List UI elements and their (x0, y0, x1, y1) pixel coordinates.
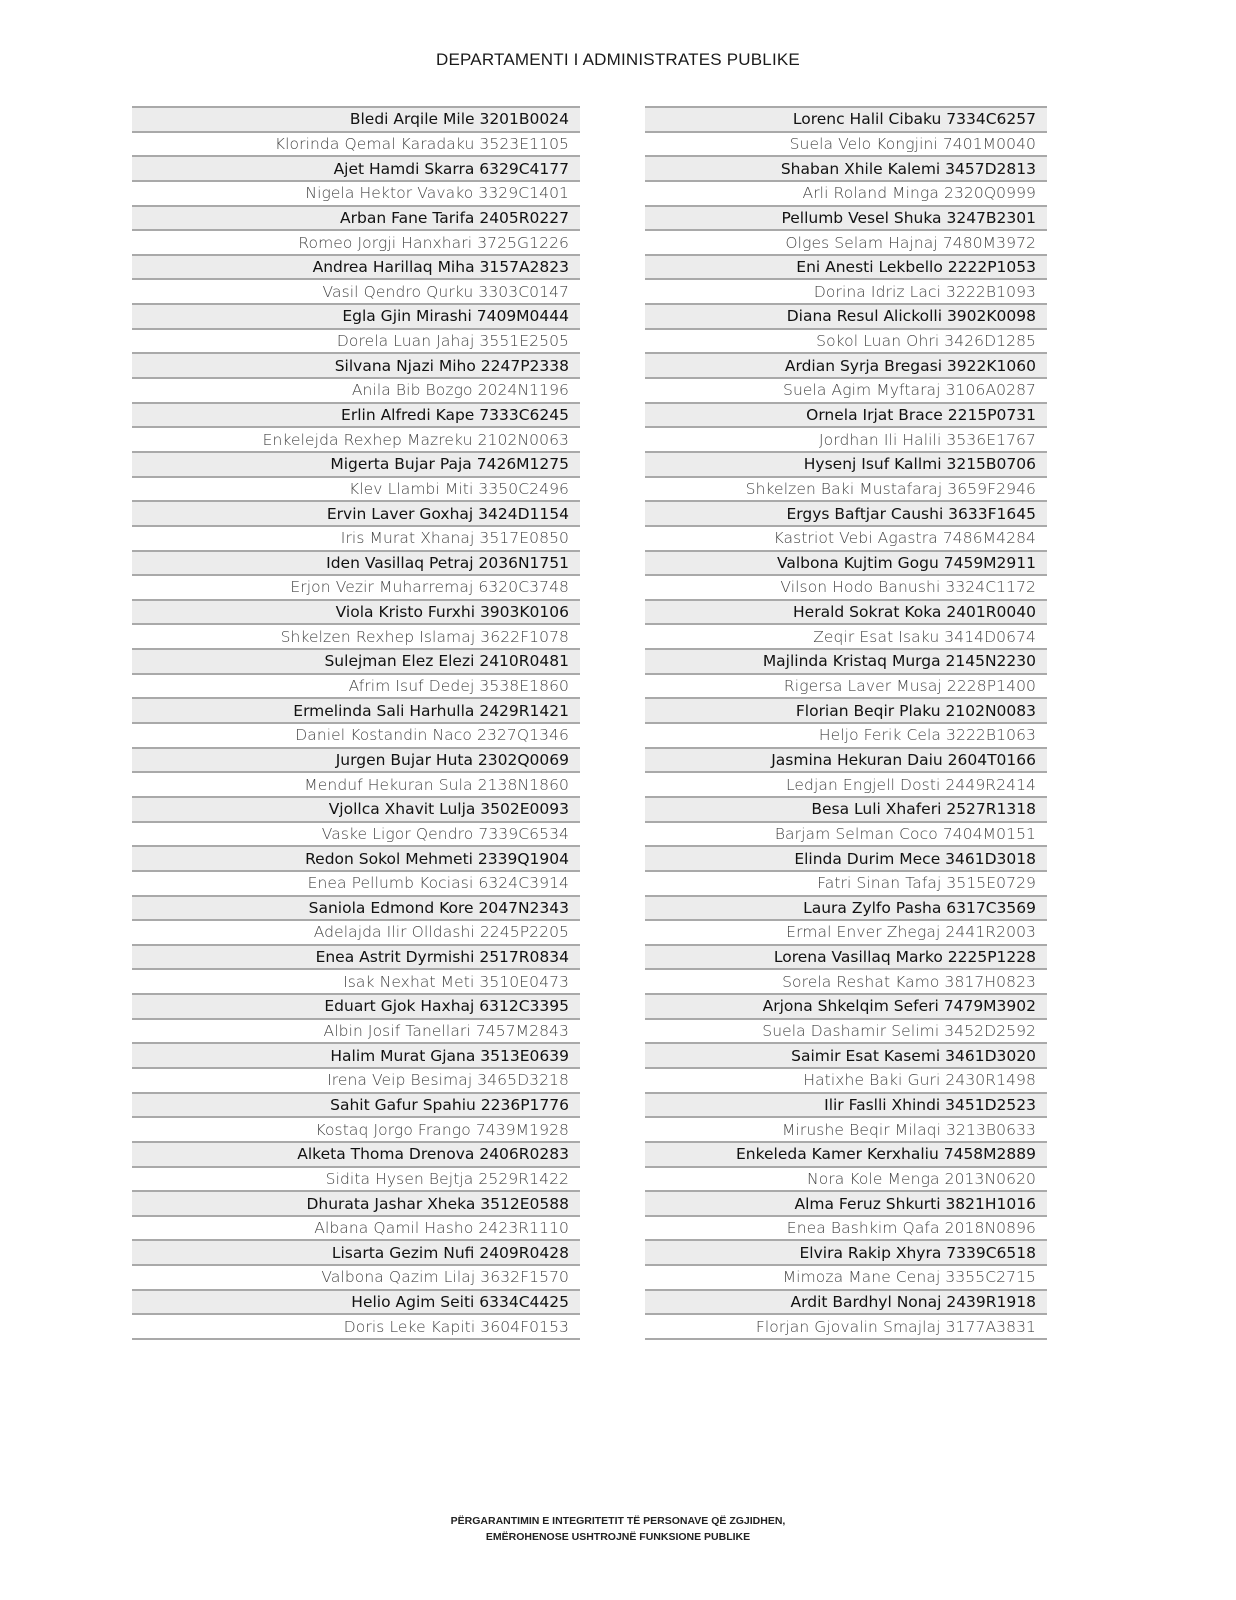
list-item: Daniel Kostandin Naco 2327Q1346 (132, 722, 580, 747)
list-item: Fatri Sinan Tafaj 3515E0729 (645, 870, 1047, 895)
footer (0, 1513, 1236, 1545)
list-item: Rigersa Laver Musaj 2228P1400 (645, 673, 1047, 698)
list-item: Lorenc Halil Cibaku 7334C6257 (645, 106, 1047, 131)
list-item: Shkelzen Baki Mustafaraj 3659F2946 (645, 476, 1047, 501)
list-item: Ardian Syrja Bregasi 3922K1060 (645, 352, 1047, 377)
list-item: Klev Llambi Miti 3350C2496 (132, 476, 580, 501)
list-divider (132, 1338, 580, 1340)
list-item: Erlin Alfredi Kape 7333C6245 (132, 402, 580, 427)
list-item: Florjan Gjovalin Smajlaj 3177A3831 (645, 1313, 1047, 1338)
list-item: Ermal Enver Zhegaj 2441R2003 (645, 919, 1047, 944)
list-item: Ledjan Engjell Dosti 2449R2414 (645, 771, 1047, 796)
list-item: Suela Agim Myftaraj 3106A0287 (645, 377, 1047, 402)
list-item: Halim Murat Gjana 3513E0639 (132, 1042, 580, 1067)
list-item: Anila Bib Bozgo 2024N1196 (132, 377, 580, 402)
list-item: Sahit Gafur Spahiu 2236P1776 (132, 1092, 580, 1117)
list-item: Ajet Hamdi Skarra 6329C4177 (132, 155, 580, 180)
list-item: Ervin Laver Goxhaj 3424D1154 (132, 500, 580, 525)
list-item: Suela Dashamir Selimi 3452D2592 (645, 1018, 1047, 1043)
right-name-list (645, 106, 1047, 1340)
list-item: Helio Agim Seiti 6334C4425 (132, 1289, 580, 1314)
list-item: Nora Kole Menga 2013N0620 (645, 1166, 1047, 1191)
page-title: DEPARTAMENTI I ADMINISTRATES PUBLIKE (436, 50, 800, 69)
list-item: Mimoza Mane Cenaj 3355C2715 (645, 1264, 1047, 1289)
list-item: Albana Qamil Hasho 2423R1110 (132, 1215, 580, 1240)
list-item: Hatixhe Baki Guri 2430R1498 (645, 1067, 1047, 1092)
list-item: Ermelinda Sali Harhulla 2429R1421 (132, 697, 580, 722)
list-item: Ardit Bardhyl Nonaj 2439R1918 (645, 1289, 1047, 1314)
left-name-list (132, 106, 580, 1340)
list-item: Andrea Harillaq Miha 3157A2823 (132, 254, 580, 279)
list-item: Zeqir Esat Isaku 3414D0674 (645, 623, 1047, 648)
list-item: Doris Leke Kapiti 3604F0153 (132, 1313, 580, 1338)
list-item: Enkeleda Kamer Kerxhaliu 7458M2889 (645, 1141, 1047, 1166)
list-item: Enea Pellumb Kociasi 6324C3914 (132, 870, 580, 895)
list-item: Valbona Kujtim Gogu 7459M2911 (645, 550, 1047, 575)
list-item: Erjon Vezir Muharremaj 6320C3748 (132, 574, 580, 599)
list-item: Saimir Esat Kasemi 3461D3020 (645, 1042, 1047, 1067)
list-item: Lorena Vasillaq Marko 2225P1228 (645, 944, 1047, 969)
list-item: Pellumb Vesel Shuka 3247B2301 (645, 205, 1047, 230)
list-item: Enea Bashkim Qafa 2018N0896 (645, 1215, 1047, 1240)
list-item: Alma Feruz Shkurti 3821H1016 (645, 1190, 1047, 1215)
list-item: Jasmina Hekuran Daiu 2604T0166 (645, 747, 1047, 772)
list-item: Redon Sokol Mehmeti 2339Q1904 (132, 845, 580, 870)
list-item: Enea Astrit Dyrmishi 2517R0834 (132, 944, 580, 969)
list-item: Sokol Luan Ohri 3426D1285 (645, 328, 1047, 353)
list-item: Shkelzen Rexhep Islamaj 3622F1078 (132, 623, 580, 648)
list-item: Dorela Luan Jahaj 3551E2505 (132, 328, 580, 353)
list-item: Jordhan Ili Halili 3536E1767 (645, 426, 1047, 451)
list-item: Romeo Jorgji Hanxhari 3725G1226 (132, 229, 580, 254)
list-item: Vaske Ligor Qendro 7339C6534 (132, 821, 580, 846)
list-item: Enkelejda Rexhep Mazreku 2102N0063 (132, 426, 580, 451)
footer-line-2: EMËROHENOSE USHTROJNË FUNKSIONE PUBLIKE (485, 1531, 751, 1543)
list-item: Barjam Selman Coco 7404M0151 (645, 821, 1047, 846)
list-item: Besa Luli Xhaferi 2527R1318 (645, 796, 1047, 821)
list-item: Valbona Qazim Lilaj 3632F1570 (132, 1264, 580, 1289)
list-item: Saniola Edmond Kore 2047N2343 (132, 895, 580, 920)
list-item: Afrim Isuf Dedej 3538E1860 (132, 673, 580, 698)
list-item: Kostaq Jorgo Frango 7439M1928 (132, 1116, 580, 1141)
list-item: Jurgen Bujar Huta 2302Q0069 (132, 747, 580, 772)
list-item: Ergys Baftjar Caushi 3633F1645 (645, 500, 1047, 525)
list-item: Suela Velo Kongjini 7401M0040 (645, 131, 1047, 156)
footer-line-1: PËRGARANTIMIN E INTEGRITETIT TË PERSONAVE QË ZGJIDHEN, (450, 1515, 786, 1527)
list-item: Iris Murat Xhanaj 3517E0850 (132, 525, 580, 550)
list-item: Majlinda Kristaq Murga 2145N2230 (645, 648, 1047, 673)
list-item: Hysenj Isuf Kallmi 3215B0706 (645, 451, 1047, 476)
list-item: Arban Fane Tarifa 2405R0227 (132, 205, 580, 230)
list-item: Diana Resul Alickolli 3902K0098 (645, 303, 1047, 328)
list-item: Klorinda Qemal Karadaku 3523E1105 (132, 131, 580, 156)
list-item: Viola Kristo Furxhi 3903K0106 (132, 599, 580, 624)
list-item: Adelajda Ilir Olldashi 2245P2205 (132, 919, 580, 944)
list-item: Nigela Hektor Vavako 3329C1401 (132, 180, 580, 205)
list-item: Iden Vasillaq Petraj 2036N1751 (132, 550, 580, 575)
list-item: Sorela Reshat Kamo 3817H0823 (645, 968, 1047, 993)
list-item: Sulejman Elez Elezi 2410R0481 (132, 648, 580, 673)
list-item: Bledi Arqile Mile 3201B0024 (132, 106, 580, 131)
list-item: Ornela Irjat Brace 2215P0731 (645, 402, 1047, 427)
list-item: Isak Nexhat Meti 3510E0473 (132, 968, 580, 993)
list-item: Elinda Durim Mece 3461D3018 (645, 845, 1047, 870)
list-item: Migerta Bujar Paja 7426M1275 (132, 451, 580, 476)
list-item: Eni Anesti Lekbello 2222P1053 (645, 254, 1047, 279)
list-item: Vilson Hodo Banushi 3324C1172 (645, 574, 1047, 599)
list-item: Herald Sokrat Koka 2401R0040 (645, 599, 1047, 624)
list-item: Kastriot Vebi Agastra 7486M4284 (645, 525, 1047, 550)
list-item: Vjollca Xhavit Lulja 3502E0093 (132, 796, 580, 821)
list-item: Ilir Faslli Xhindi 3451D2523 (645, 1092, 1047, 1117)
list-item: Irena Veip Besimaj 3465D3218 (132, 1067, 580, 1092)
list-item: Sidita Hysen Bejtja 2529R1422 (132, 1166, 580, 1191)
list-item: Florian Beqir Plaku 2102N0083 (645, 697, 1047, 722)
list-item: Elvira Rakip Xhyra 7339C6518 (645, 1239, 1047, 1264)
list-item: Olges Selam Hajnaj 7480M3972 (645, 229, 1047, 254)
list-item: Shaban Xhile Kalemi 3457D2813 (645, 155, 1047, 180)
list-item: Arjona Shkelqim Seferi 7479M3902 (645, 993, 1047, 1018)
list-item: Vasil Qendro Qurku 3303C0147 (132, 278, 580, 303)
list-item: Dhurata Jashar Xheka 3512E0588 (132, 1190, 580, 1215)
list-item: Menduf Hekuran Sula 2138N1860 (132, 771, 580, 796)
list-item: Laura Zylfo Pasha 6317C3569 (645, 895, 1047, 920)
list-item: Silvana Njazi Miho 2247P2338 (132, 352, 580, 377)
list-item: Mirushe Beqir Milaqi 3213B0633 (645, 1116, 1047, 1141)
list-item: Dorina Idriz Laci 3222B1093 (645, 278, 1047, 303)
list-item: Alketa Thoma Drenova 2406R0283 (132, 1141, 580, 1166)
list-item: Arli Roland Minga 2320Q0999 (645, 180, 1047, 205)
list-item: Lisarta Gezim Nufi 2409R0428 (132, 1239, 580, 1264)
list-divider (645, 1338, 1047, 1340)
list-item: Heljo Ferik Cela 3222B1063 (645, 722, 1047, 747)
list-item: Egla Gjin Mirashi 7409M0444 (132, 303, 580, 328)
list-item: Eduart Gjok Haxhaj 6312C3395 (132, 993, 580, 1018)
list-item: Albin Josif Tanellari 7457M2843 (132, 1018, 580, 1043)
